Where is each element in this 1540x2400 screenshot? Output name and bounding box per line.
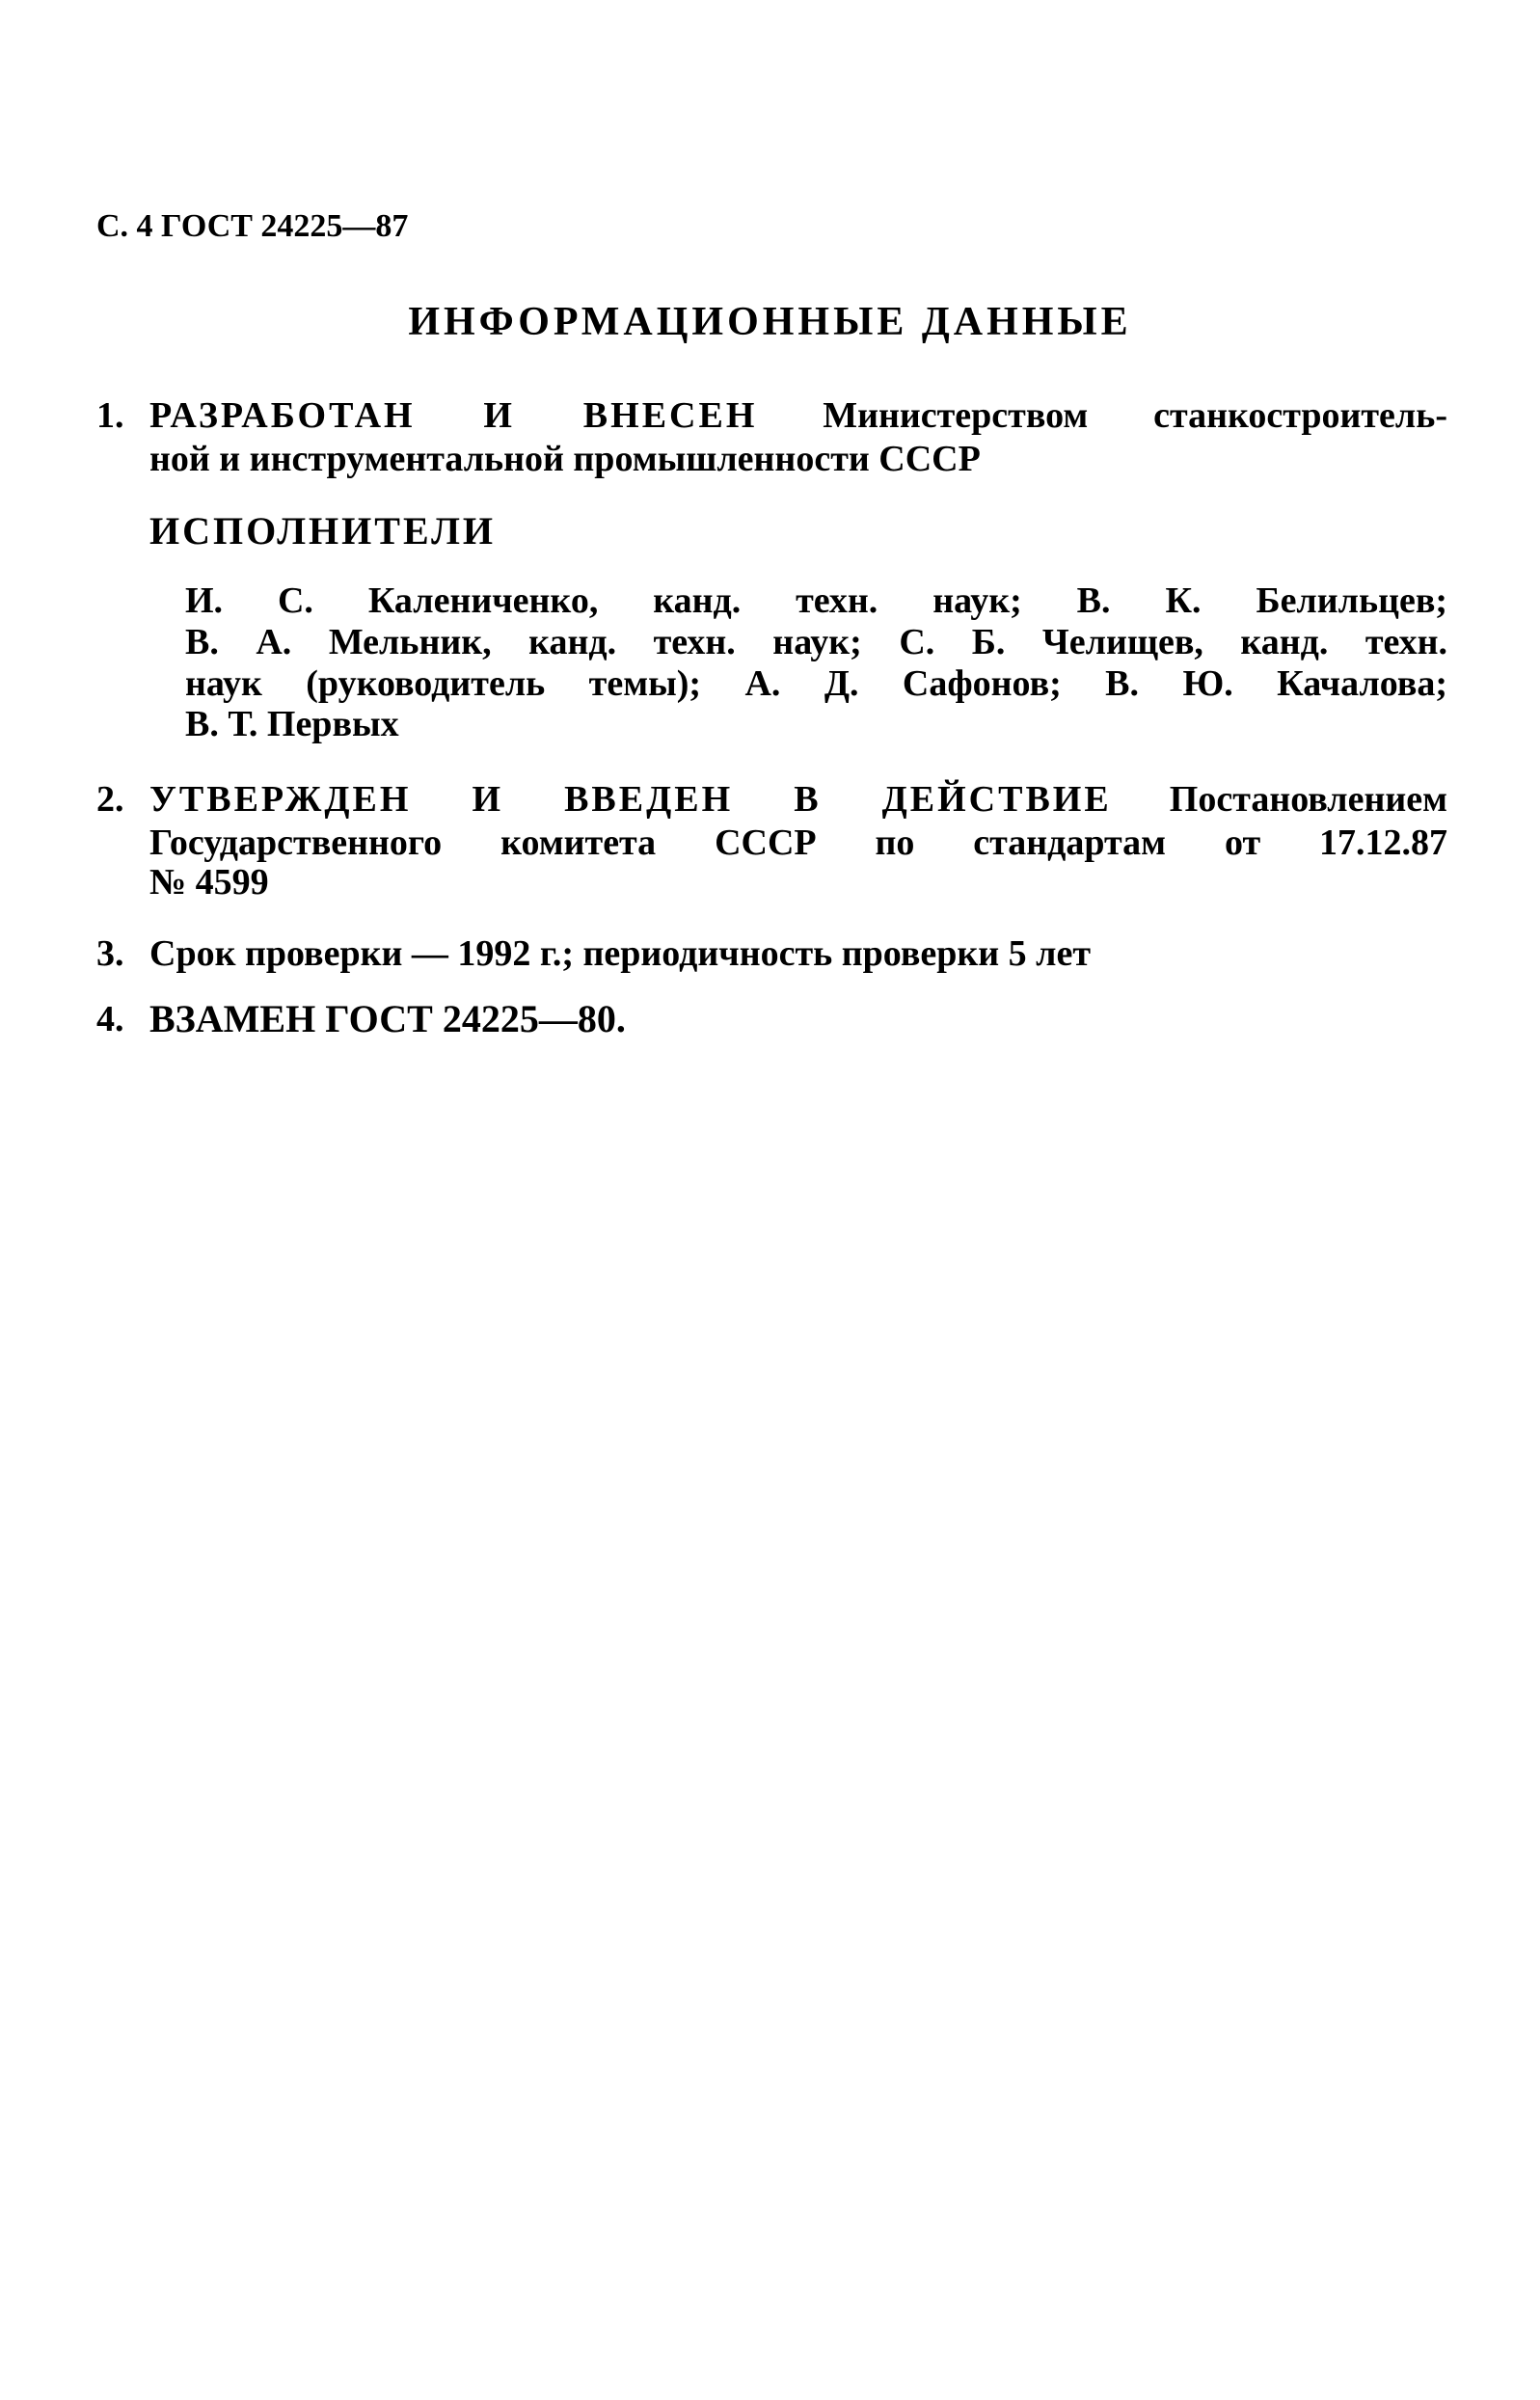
item-number: 4. xyxy=(96,999,124,1039)
item-text: Министерством станкостроитель- xyxy=(823,395,1447,436)
performers-line: В. А. Мельник, канд. техн. наук; С. Б. Челищев, канд. техн. xyxy=(185,622,1447,662)
performers-line: И. С. Калениченко, канд. техн. наук; В. К. Белильцев; xyxy=(185,580,1447,621)
item-text: Срок проверки — 1992 г.; периодичность проверки 5 лет xyxy=(149,933,1091,974)
item-2-line-3: № 4599 xyxy=(149,862,269,903)
item-heading: РАЗРАБОТАН И ВНЕСЕН xyxy=(149,395,758,436)
item-1-line-2: ной и инструментальной промышленности СССР xyxy=(149,439,981,479)
document-title: ИНФОРМАЦИОННЫЕ ДАННЫЕ xyxy=(408,300,1132,344)
item-2-line-2: Государственного комитета СССР по стандартам от 17.12.87 xyxy=(149,822,1447,863)
item-2-line-1 xyxy=(149,778,1447,821)
item-number: 2. xyxy=(96,779,124,820)
item-number: 1. xyxy=(96,395,124,436)
performers-line: В. Т. Первых xyxy=(185,704,399,744)
item-text: ВЗАМЕН ГОСТ 24225—80. xyxy=(149,997,626,1040)
item-number: 3. xyxy=(96,933,124,974)
item-1-line-1 xyxy=(149,394,1447,437)
page-header: С. 4 ГОСТ 24225—87 xyxy=(96,208,409,244)
performers-heading: ИСПОЛНИТЕЛИ xyxy=(149,509,497,553)
item-text: Постановлением xyxy=(1169,779,1448,820)
performers-line: наук (руководитель темы); А. Д. Сафонов; В. Ю. Качалова; xyxy=(185,663,1447,704)
item-heading: УТВЕРЖДЕН И ВВЕДЕН В ДЕЙСТВИЕ xyxy=(149,779,1112,820)
